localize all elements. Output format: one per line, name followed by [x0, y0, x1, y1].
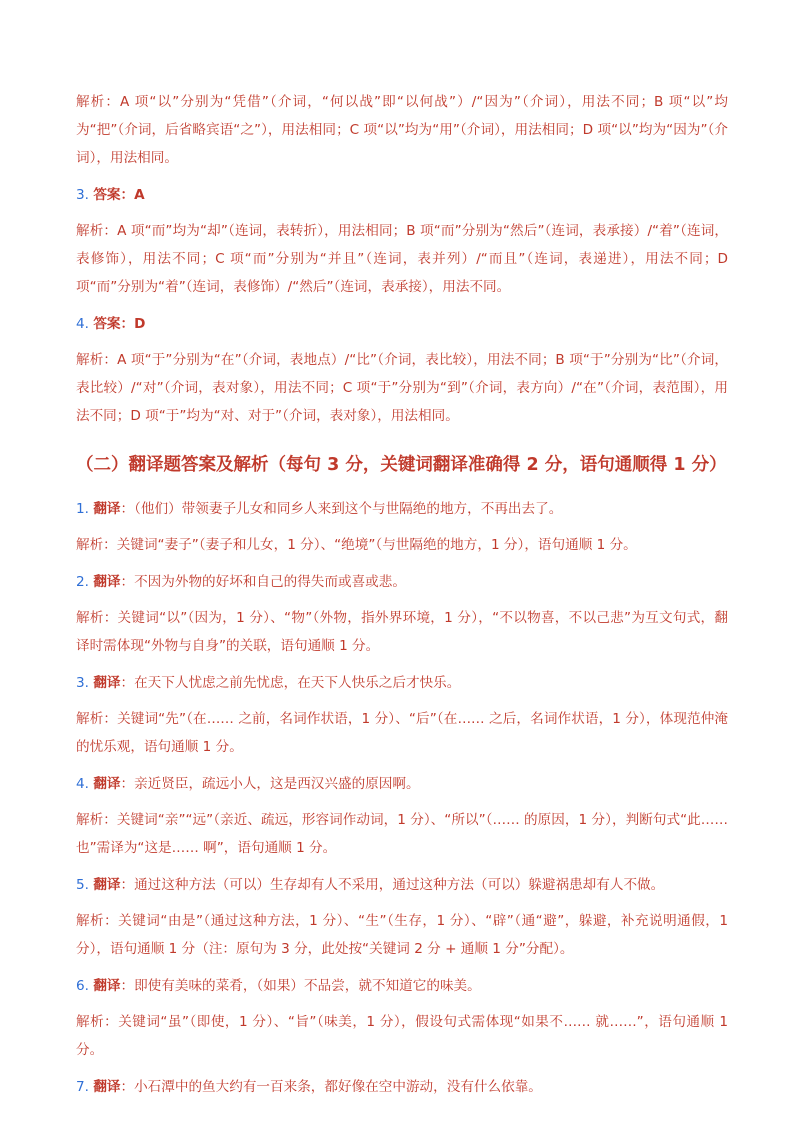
translation-analysis-2: 解析：关键词“以”（因为，1 分）、“物”（外物，指外界环境，1 分），“不以物喜，不以己悲”为互文句式，翻译时需体现“外物与自身”的关联，语句通顺 1 分。: [76, 610, 728, 654]
translation-4: [76, 770, 728, 798]
translation-label: 翻译: [93, 978, 121, 994]
analysis-q2: 解析：A 项“以”分别为“凭借”（介词，“何以战”即“以何战”）/“因为”（介词），用法不同；B 项“以”均为“把”（介词，后省略宾语“之”），用法相同；C 项“以”均为“用”（介词），用法相同；D 项“以”均为“因为”（介词），用法相同。: [76, 94, 728, 166]
translation-label: 翻译: [93, 877, 121, 893]
translation-5: [76, 871, 728, 899]
answer-label: 答案：: [93, 187, 135, 203]
translation-label: 翻译: [93, 574, 121, 590]
translation-label: 翻译: [93, 675, 121, 691]
translation-text: ：不因为外物的好坏和自己的得失而或喜或悲。: [120, 574, 406, 590]
translation-analysis-5: 解析：关键词“由是”（通过这种方法，1 分）、“生”（生存，1 分）、“辟”（通“避”，躲避，补充说明通假，1 分），语句通顺 1 分（注：原句为 3 分，此处按“关键词 2 分 + 通顺 1 分”分配）。: [76, 913, 728, 957]
question-number: 1.: [76, 501, 89, 517]
translation-3: [76, 669, 728, 697]
question-number: 2.: [76, 574, 89, 590]
question-number: 4.: [76, 776, 89, 792]
translation-analysis-6: 解析：关键词“虽”（即使，1 分）、“旨”（味美，1 分），假设句式需体现“如果不…… 就……”，语句通顺 1 分。: [76, 1014, 728, 1058]
translation-text: ：亲近贤臣，疏远小人，这是西汉兴盛的原因啊。: [120, 776, 420, 792]
translation-1: [76, 495, 728, 523]
translation-label: 翻译: [93, 776, 121, 792]
translation-text: ：小石潭中的鱼大约有一百来条，都好像在空中游动，没有什么依靠。: [120, 1079, 542, 1095]
analysis-q3: 解析：A 项“而”均为“却”（连词，表转折），用法相同；B 项“而”分别为“然后”（连词，表承接）/“着”（连词，表修饰），用法不同；C 项“而”分别为“并且”（连词，表并列）/“而且”（连词，表递进），用法不同；D 项“而”分别为“着”（连词，表修饰）/“然后”（连词，表承接），用法不同。: [76, 223, 728, 295]
translation-analysis-3: 解析：关键词“先”（在…… 之前，名词作状语，1 分）、“后”（在…… 之后，名词作状语，1 分），体现范仲淹的忧乐观，语句通顺 1 分。: [76, 711, 728, 755]
answer-q4: [76, 310, 728, 338]
translation-text: ：在天下人忧虑之前先忧虑，在天下人快乐之后才快乐。: [120, 675, 461, 691]
translation-7: [76, 1073, 728, 1101]
answer-value: D: [134, 316, 146, 332]
answer-label: 答案：: [93, 316, 135, 332]
translation-label: 翻译: [93, 501, 121, 517]
question-number: 6.: [76, 978, 89, 994]
analysis-q4: 解析：A 项“于”分别为“在”（介词，表地点）/“比”（介词，表比较），用法不同；B 项“于”分别为“比”（介词，表比较）/“对”（介词，表对象），用法不同；C 项“于”分别为“到”（介词，表方向）/“在”（介词，表范围），用法不同；D 项“于”均为“对、对于”（介词，表对象），用法相同。: [76, 352, 728, 424]
question-number: 5.: [76, 877, 89, 893]
section-title: （二）翻译题答案及解析（每句 3 分，关键词翻译准确得 2 分，语句通顺得 1 分）: [76, 455, 727, 475]
translation-analysis-4: 解析：关键词“亲”“远”（亲近、疏远，形容词作动词，1 分）、“所以”（…… 的原因，1 分），判断句式“此…… 也”需译为“这是…… 啊”，语句通顺 1 分。: [76, 812, 728, 856]
question-number: 7.: [76, 1079, 89, 1095]
answer-q3: [76, 181, 728, 209]
question-number: 3.: [76, 187, 89, 203]
translation-analysis-1: 解析：关键词“妻子”（妻子和儿女，1 分）、“绝境”（与世隔绝的地方，1 分），语句通顺 1 分。: [76, 537, 637, 553]
translation-text: ：通过这种方法（可以）生存却有人不采用，通过这种方法（可以）躲避祸患却有人不做。: [120, 877, 665, 893]
question-number: 4.: [76, 316, 89, 332]
question-number: 3.: [76, 675, 89, 691]
translation-2: [76, 568, 728, 596]
document-page: [76, 88, 728, 1109]
translation-text: ：即使有美味的菜肴，（如果）不品尝，就不知道它的味美。: [120, 978, 481, 994]
translation-6: [76, 972, 728, 1000]
translation-label: 翻译: [93, 1079, 121, 1095]
translation-text: ：（他们）带领妻子儿女和同乡人来到这个与世隔绝的地方，不再出去了。: [120, 501, 563, 517]
answer-value: A: [134, 187, 145, 203]
